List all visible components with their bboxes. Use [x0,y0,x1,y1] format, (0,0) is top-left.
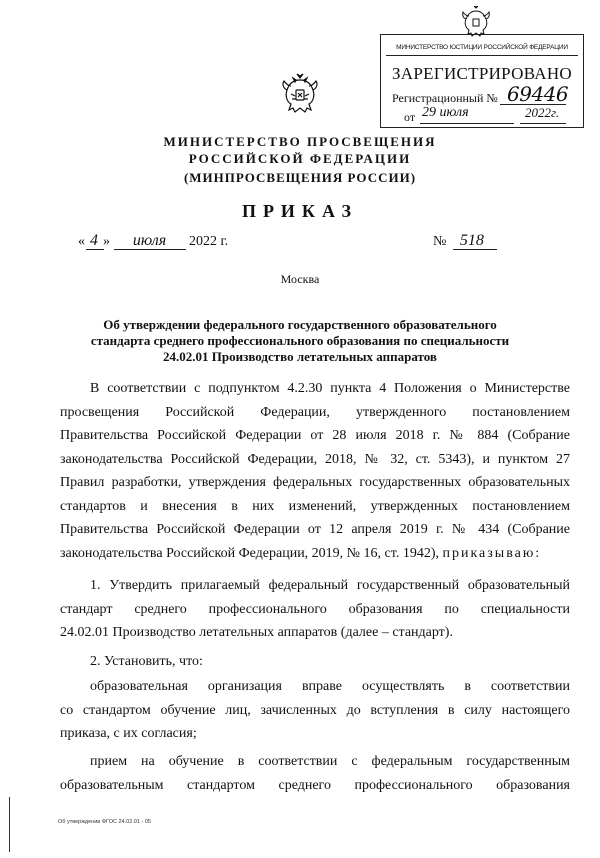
ministry-name-line2: РОССИЙСКОЙ ФЕДЕРАЦИИ [188,151,412,166]
ministry-name-line1: МИНИСТЕРСТВО ПРОСВЕЩЕНИЯ [163,134,437,149]
footer-file-mark: Об утверждении ФГОС 24.02.01 - 05 [58,819,151,825]
stamp-handwritten-year: 2022г. [525,105,560,120]
month-underline [114,249,186,250]
paragraph-line: стандартов и внесения в них изменений, утвержденных постановлением [60,498,570,514]
paragraph-line: приказа, с их согласия; [60,726,197,741]
stamp-handwritten-date: 29 июля [422,105,469,120]
day-underline [86,249,104,250]
order-date-row [78,232,228,250]
paragraph-line: Правил разработки, утверждения федеральных государственных образовательных [60,475,570,490]
order-city: Москва [280,272,320,286]
order-title: ПРИКАЗ [241,201,359,221]
paragraph-line: В соответствии с подпунктом 4.2.30 пункта 4 Положения о Министерстве [90,381,570,396]
paragraph-line: образовательным стандартом среднего профессионального образования [60,777,570,793]
stamp-registration-label: Регистрационный № [392,91,498,105]
number-underline [453,249,497,250]
preamble-paragraph [60,377,570,565]
paragraph-line-final [60,542,570,566]
paragraph-line: 1. Утвердить прилагаемый федеральный государственный образовательный [90,578,570,593]
stamp-date-prefix: от [404,110,416,124]
paragraph-line: со стандартом обучение лиц, зачисленных до вступления в силу настоящего [60,702,570,718]
paragraph-line: 24.02.01 Производство летательных аппаратов (далее – стандарт). [60,625,453,640]
order-year: 2022 г. [189,234,229,249]
order-number: 518 [459,232,484,249]
subject-line: Об утверждении федерального государственного образовательного [103,317,497,332]
coat-of-arms-emblem [281,72,319,116]
order-subject [60,317,540,365]
paragraph-line: 2. Установить, что: [90,654,203,669]
stamp-divider [386,55,578,56]
paragraph-line: Правительства Российской Федерации от 28 июля 2018 г. № 884 (Собрание [60,428,570,443]
date-quote-open: « [78,234,85,249]
stamp-registered-title: ЗАРЕГИСТРИРОВАНО [391,64,573,83]
number-sign: № [433,234,447,249]
paragraph-line: законодательства Российской Федерации, 2019, № 16, ст. 1942), [60,545,439,561]
item-2-paragraph [60,650,570,674]
order-number-row [433,232,494,250]
item-2-clause-2 [60,750,570,797]
order-month: июля [132,232,167,249]
date-quote-close: » [103,234,110,249]
paragraph-line: стандарт среднего профессионального образования по специальности [60,601,570,617]
order-day: 4 [90,232,98,249]
stamp-year-underline [520,123,566,124]
paragraph-line: просвещения Российской Федерации, утвержденного постановлением [60,404,570,420]
item-2-clause-1 [60,675,570,746]
stamp-date-underline [420,123,514,124]
stamp-ministry-name: МИНИСТЕРСТВО ЮСТИЦИИ РОССИЙСКОЙ ФЕДЕРАЦИИ [396,44,568,51]
paragraph-line: прием на обучение в соответствии с федеральным государственным [90,754,570,769]
paragraph-line: Правительства Российской Федерации от 12 апреля 2019 г. № 434 (Собрание [60,522,570,537]
order-word: приказываю: [442,545,542,561]
ministry-short-name: (МИНПРОСВЕЩЕНИЯ РОССИИ) [183,170,417,185]
item-1-paragraph [60,574,570,645]
paragraph-line: законодательства Российской Федерации, 2018, № 32, ст. 5343), и пунктом 27 [60,451,570,467]
paragraph-line: образовательная организация вправе осуществлять в соответствии [90,679,570,694]
subject-line: 24.02.01 Производство летательных аппаратов [163,349,437,364]
subject-line: стандарта среднего профессионального образования по специальности [90,333,510,348]
stamp-registration-number: 69446 [507,82,569,106]
scan-margin-line [9,797,10,852]
